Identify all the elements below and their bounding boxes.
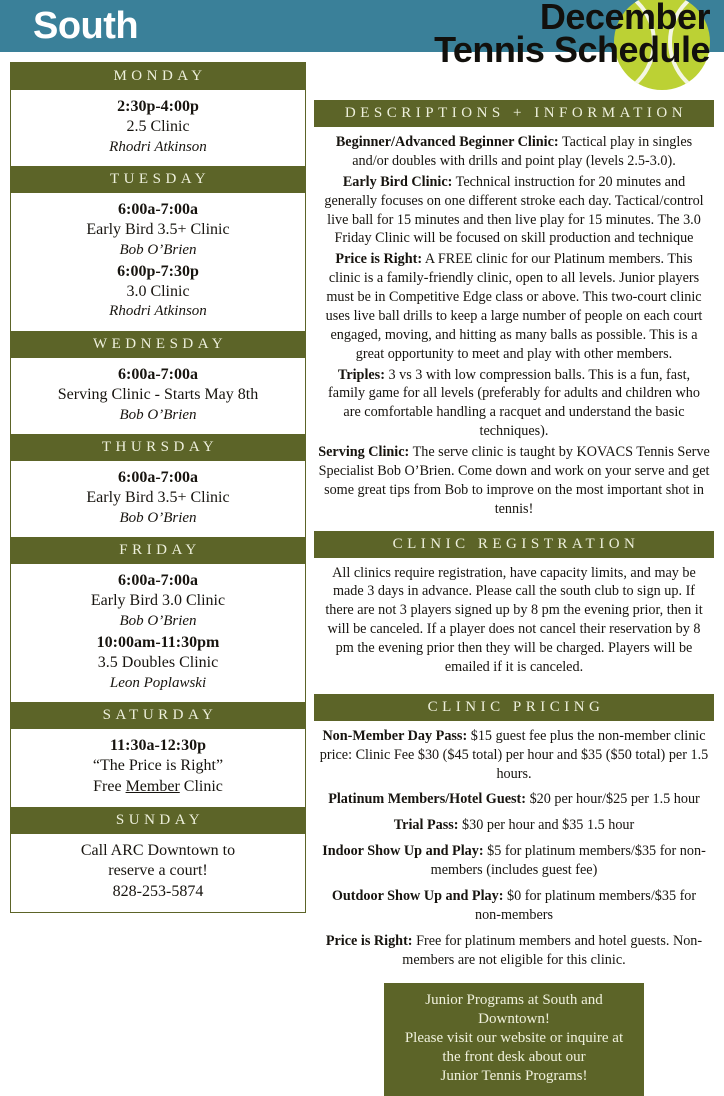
- slot-clinic-name: “The Price is Right”: [92, 757, 224, 775]
- footer-line-2: Downtown!: [478, 1011, 550, 1028]
- info-paragraph-label: Early Bird Clinic:: [342, 173, 453, 190]
- schedule-slot: [19, 571, 297, 631]
- info-paragraph-label: Outdoor Show Up and Play:: [331, 887, 504, 904]
- info-paragraph-label: Triples:: [337, 366, 385, 383]
- title-main: Tennis Schedule: [434, 29, 710, 71]
- info-paragraph: [314, 790, 714, 809]
- schedule-slot: [19, 633, 297, 693]
- schedule-slot: [19, 736, 297, 798]
- info-paragraph-text: $15 guest fee plus the non-member clinic price: Clinic Fee $30 ($45 total) per hour and $35 ($50 total) per 1.5 hours.: [319, 727, 709, 782]
- info-paragraph: [314, 932, 714, 970]
- slot-clinic-name: Early Bird 3.5+ Clinic: [86, 489, 230, 507]
- schedule-slot: [19, 262, 297, 322]
- page-columns: [0, 52, 724, 1096]
- member-underline: Member: [125, 777, 180, 795]
- info-paragraph-text: Free for platinum members and hotel guests. Non-members are not eligible for this clinic.: [402, 932, 703, 968]
- junior-programs-callout: [384, 983, 644, 1095]
- day-body: [11, 193, 305, 331]
- info-paragraph: [314, 173, 714, 249]
- info-paragraph-text: A FREE clinic for our Platinum members. This clinic is a family-friendly clinic, open to all levels. Junior players must be in Competitive Edge class or above. This two-court clinic uses live ball drills to keep a large number of people on each court engaged, moving, and hitting as many balls as possible. This is a great opportunity to meet and play with other members.: [325, 251, 703, 362]
- slot-time: 10:00am-11:30pm: [96, 633, 220, 651]
- slot-coach: Leon Poplawski: [109, 674, 207, 691]
- info-paragraph-text: Technical instruction for 20 minutes and generally focuses on one different stroke each day. Tactical/control live ball for 15 minutes and then live play for 15 minutes. The 3.0 Friday Clinic will be focused on skill production and technique: [324, 173, 704, 247]
- slot-coach: Bob O’Brien: [119, 509, 197, 526]
- info-paragraph: [314, 842, 714, 880]
- slot-time: 2:30p-4:00p: [117, 98, 199, 115]
- footer-line-4: the front desk about our: [442, 1049, 586, 1066]
- info-paragraph-label: Price is Right:: [335, 251, 423, 268]
- slot-note: 828-253-5874: [112, 883, 204, 901]
- info-paragraph-text: $5 for platinum members/$35 for non-members (includes guest fee): [430, 843, 706, 878]
- slot-note: Call ARC Downtown to: [80, 841, 236, 859]
- info-paragraph: [314, 133, 714, 171]
- info-paragraph: [314, 250, 714, 363]
- slot-clinic-name: Early Bird 3.0 Clinic: [90, 592, 226, 610]
- descriptions-header: DESCRIPTIONS + INFORMATION: [314, 100, 714, 127]
- slot-clinic-name-secondary: Free Member Clinic: [93, 777, 223, 795]
- footer-line-1: Junior Programs at South and: [425, 992, 603, 1009]
- day-header: SATURDAY: [11, 702, 305, 729]
- info-paragraph-label: Platinum Members/Hotel Guest:: [328, 791, 527, 808]
- info-paragraph-label: Non-Member Day Pass:: [322, 727, 468, 744]
- footer-line-3: Please visit our website or inquire at: [404, 1030, 624, 1047]
- day-header: SUNDAY: [11, 807, 305, 834]
- day-header: MONDAY: [11, 63, 305, 90]
- info-paragraph-label: Serving Clinic:: [318, 444, 410, 460]
- info-paragraph-text: The serve clinic is taught by KOVACS Tennis Serve Specialist Bob O’Brien. Come down and work on your serve and get some great tips from Bob to improve on the most important shot in tennis!: [318, 444, 710, 517]
- pricing-list: [314, 727, 714, 970]
- descriptions-list: [314, 133, 714, 519]
- info-column: [314, 62, 714, 1096]
- day-header: WEDNESDAY: [11, 331, 305, 358]
- info-paragraph: [314, 727, 714, 784]
- slot-clinic-name: Early Bird 3.5+ Clinic: [86, 221, 230, 239]
- slot-time: 11:30a-12:30p: [110, 737, 206, 755]
- day-header: FRIDAY: [11, 537, 305, 564]
- slot-note: reserve a court!: [108, 862, 208, 880]
- info-paragraph-text: $0 for platinum members/$35 for non-members: [474, 887, 697, 923]
- info-paragraph: [314, 887, 714, 925]
- slot-coach: Rhodri Atkinson: [109, 303, 207, 320]
- day-body: [11, 358, 305, 434]
- pricing-header: CLINIC PRICING: [314, 694, 714, 721]
- weekly-schedule: [10, 62, 306, 913]
- title-month: December: [539, 0, 710, 37]
- slot-clinic-name: 2.5 Clinic: [126, 118, 190, 135]
- info-paragraph-label: Trial Pass:: [393, 817, 459, 834]
- footer-line-5: Junior Tennis Programs!: [440, 1067, 588, 1084]
- info-paragraph-text: Tactical play in singles and/or doubles with drills and point play (levels 2.5-3.0).: [352, 134, 693, 169]
- day-header: THURSDAY: [11, 434, 305, 461]
- day-body: [11, 90, 305, 166]
- info-paragraph-text: $30 per hour and $35 1.5 hour: [458, 817, 635, 834]
- schedule-slot: [19, 97, 297, 157]
- slot-clinic-name: 3.0 Clinic: [126, 282, 190, 300]
- day-body: [11, 729, 305, 807]
- registration-text: All clinics require registration, have capacity limits, and may be made 3 days in advance. Please call the south club to sign up. If there are not 3 players signed up by 8 pm the evening prior, then it will be canceled. If a player does not cancel their reservation by 8 pm the evening prior then they will be charged. Players will be emailed if it is canceled.: [325, 564, 703, 675]
- day-body: [11, 461, 305, 537]
- slot-coach: Bob O’Brien: [119, 242, 197, 259]
- registration-header: CLINIC REGISTRATION: [314, 531, 714, 558]
- schedule-slot: [19, 200, 297, 260]
- slot-time: 6:00p-7:30p: [117, 262, 199, 280]
- info-paragraph: [314, 443, 714, 519]
- info-paragraph: [314, 366, 714, 442]
- day-body: [11, 564, 305, 702]
- day-body: [11, 834, 305, 912]
- club-name: South: [33, 5, 139, 47]
- info-paragraph-label: Price is Right:: [325, 932, 413, 949]
- slot-time: 6:00a-7:00a: [118, 201, 198, 219]
- slot-clinic-name: Serving Clinic - Starts May 8th: [57, 385, 259, 403]
- slot-time: 6:00a-7:00a: [118, 572, 198, 590]
- info-paragraph-text: $20 per hour/$25 per 1.5 hour: [526, 791, 700, 808]
- slot-coach: Bob O’Brien: [119, 406, 197, 423]
- slot-coach: Bob O’Brien: [119, 613, 197, 630]
- info-paragraph: [314, 816, 714, 835]
- slot-time: 6:00a-7:00a: [118, 365, 198, 383]
- slot-coach: Rhodri Atkinson: [109, 138, 207, 155]
- slot-time: 6:00a-7:00a: [118, 469, 198, 487]
- slot-clinic-name: 3.5 Doubles Clinic: [97, 653, 219, 671]
- info-paragraph-text: 3 vs 3 with low compression balls. This is a fun, fast, family game for all levels (preferably for adults and children who are comfortable handling a racquet and understand the basic techniques).: [328, 366, 700, 440]
- info-paragraph-label: Beginner/Advanced Beginner Clinic:: [335, 134, 559, 150]
- schedule-title: [434, 0, 710, 71]
- day-header: TUESDAY: [11, 166, 305, 193]
- schedule-slot: [19, 841, 297, 903]
- info-paragraph-label: Indoor Show Up and Play:: [322, 843, 484, 860]
- schedule-slot: [19, 468, 297, 528]
- schedule-slot: [19, 365, 297, 425]
